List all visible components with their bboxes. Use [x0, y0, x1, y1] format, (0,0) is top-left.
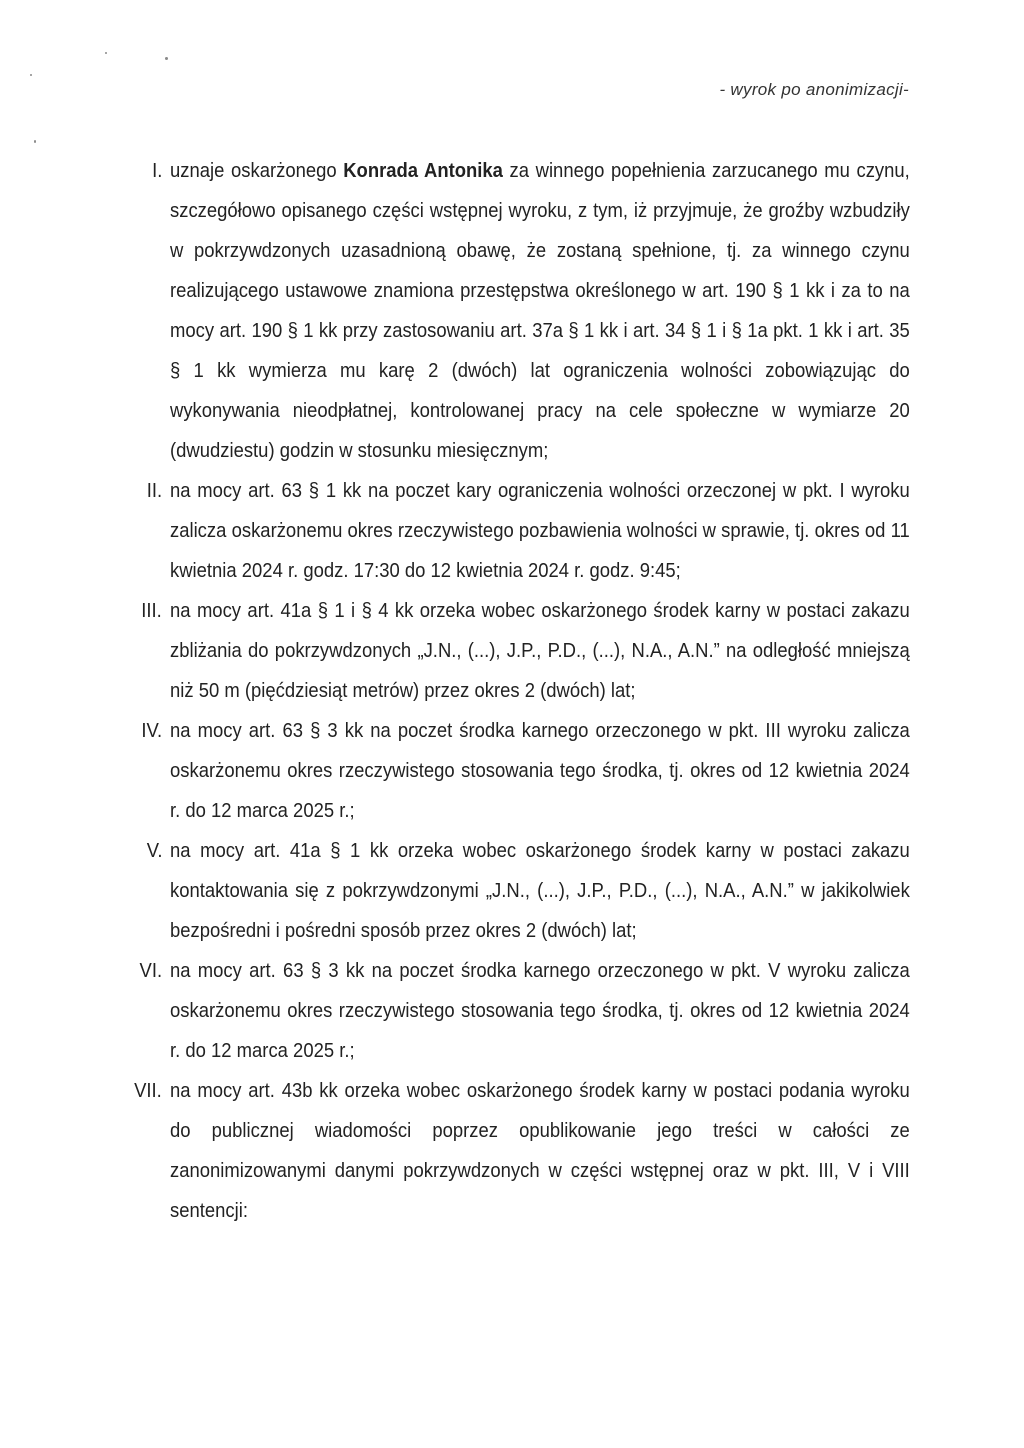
verdict-point [100, 831, 908, 951]
scan-speck [105, 52, 107, 54]
point-text: na mocy art. 63 § 1 kk na poczet kary ograniczenia wolności orzeczonej w pkt. I wyroku zalicza oskarżonemu okres rzeczywistego pozbawienia wolności w sprawie, tj. okres od 11 kwietnia 2024 r. godz. 17:30 do 12 kwietnia 2024 r. godz. 9:45; [170, 479, 910, 582]
verdict-point [100, 591, 908, 711]
verdict-point [100, 711, 908, 831]
point-number: III. [141, 599, 162, 622]
anonymization-note: - wyrok po anonimizacji- [719, 80, 909, 99]
point-text-lead: uznaje oskarżonego [170, 159, 344, 182]
point-text: na mocy art. 63 § 3 kk na poczet środka karnego orzeczonego w pkt. III wyroku zalicza oskarżonemu okres rzeczywistego stosowania tego środka, tj. okres od 12 kwietnia 2024 r. do 12 marca 2025 r.; [170, 719, 910, 822]
point-number: VI. [139, 959, 162, 982]
verdict-point [100, 1071, 908, 1231]
point-text-rest: za winnego popełnienia zarzucanego mu czynu, szczegółowo opisanego części wstępnej wyroku, z tym, iż przyjmuje, że groźby wzbudziły w pokrzywdzonych uzasadnioną obawę, że zostaną spełnione, tj. za winnego czynu realizującego ustawowe znamiona przestępstwa określonego w art. 190 § 1 kk i za to na mocy art. 190 § 1 kk przy zastosowaniu art. 37a § 1 kk i art. 34 § 1 i § 1a pkt. 1 kk i art. 35 § 1 kk wymierza mu karę 2 (dwóch) lat ograniczenia wolności zobowiązując do wykonywania nieodpłatnej, kontrolowanej pracy na cele społeczne w wymiarze 20 (dwudziestu) godzin w stosunku miesięcznym; [170, 159, 910, 462]
scan-speck [165, 57, 168, 60]
point-text: na mocy art. 43b kk orzeka wobec oskarżonego środek karny w postaci podania wyroku do publicznej wiadomości poprzez opublikowanie jego treści w całości ze zanonimizowanymi danymi pokrzywdzonych w części wstępnej oraz w pkt. III, V i VIII sentencji: [170, 1079, 910, 1222]
point-number: IV. [141, 719, 162, 742]
point-text: na mocy art. 63 § 3 kk na poczet środka karnego orzeczonego w pkt. V wyroku zalicza oskarżonemu okres rzeczywistego stosowania tego środka, tj. okres od 12 kwietnia 2024 r. do 12 marca 2025 r.; [170, 959, 910, 1062]
scan-speck [30, 74, 32, 76]
defendant-name: Konrada Antonika [343, 159, 503, 182]
point-text [170, 151, 910, 471]
point-text: na mocy art. 41a § 1 kk orzeka wobec oskarżonego środek karny w postaci zakazu kontaktowania się z pokrzywdzonymi „J.N., (...), J.P., P.D., (...), N.A., A.N.” w jakikolwiek bezpośredni i pośredni sposób przez okres 2 (dwóch) lat; [170, 839, 910, 942]
point-text: na mocy art. 41a § 1 i § 4 kk orzeka wobec oskarżonego środek karny w postaci zakazu zbliżania do pokrzywdzonych „J.N., (...), J.P., P.D., (...), N.A., A.N.” na odległość mniejszą niż 50 m (pięćdziesiąt metrów) przez okres 2 (dwóch) lat; [170, 599, 910, 702]
point-number: II. [146, 479, 162, 502]
verdict-point [100, 471, 908, 591]
point-number: VII. [134, 1079, 162, 1102]
verdict-point [100, 151, 908, 471]
scan-speck [34, 140, 36, 143]
point-number: I. [151, 159, 162, 182]
verdict-point [100, 951, 908, 1071]
verdict-points [100, 151, 908, 1231]
point-number: V. [146, 839, 162, 862]
